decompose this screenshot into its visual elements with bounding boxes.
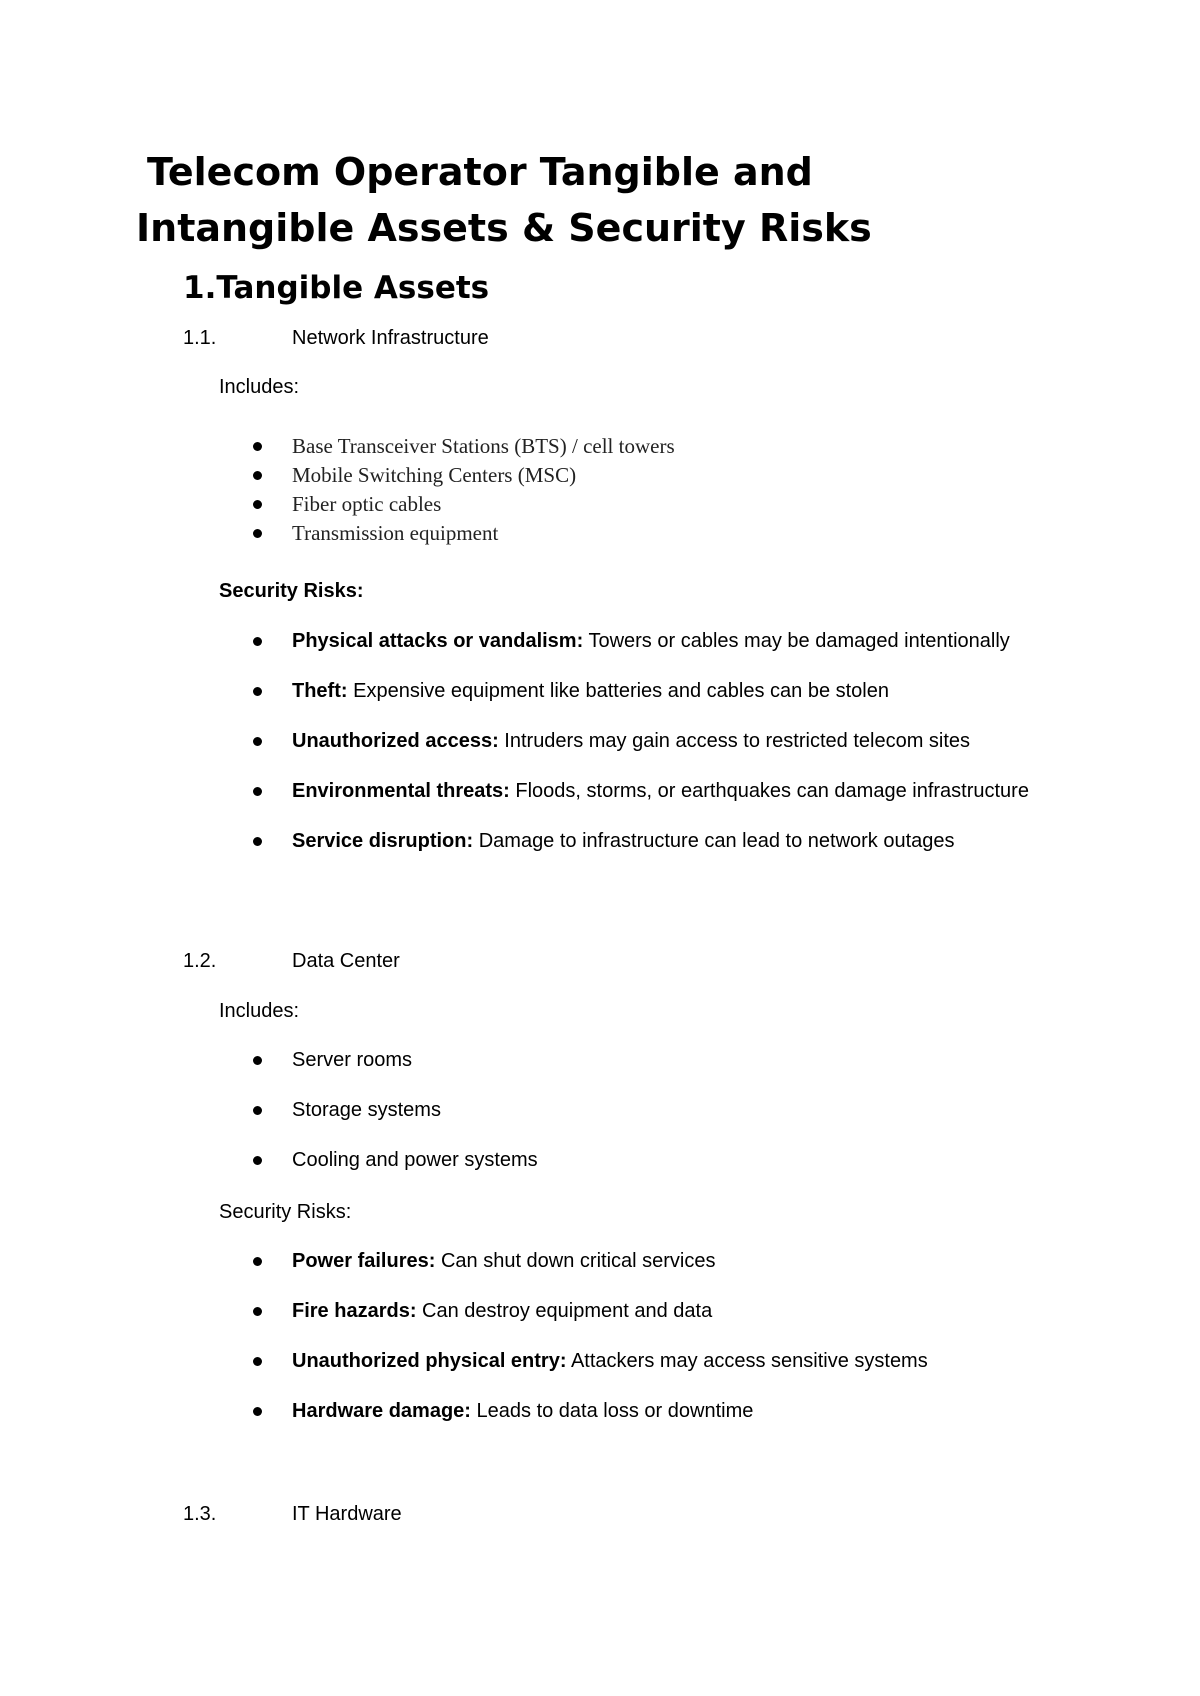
bullet-icon	[253, 471, 262, 480]
list-item: Fire hazards: Can destroy equipment and data	[0, 1295, 1052, 1328]
risks-list-network	[0, 625, 1052, 875]
list-item: Physical attacks or vandalism: Towers or cables may be damaged intentionally	[0, 625, 1052, 658]
subsection-title: Data Center	[292, 950, 400, 972]
bullet-icon	[253, 1257, 262, 1266]
title-line-2: Intangible Assets & Security Risks	[136, 206, 872, 250]
list-item: Base Transceiver Stations (BTS) / cell towers	[0, 432, 1052, 461]
subsection-number: 1.3.	[183, 1503, 217, 1525]
section-heading-tangible-assets: 1.Tangible Assets	[183, 270, 490, 306]
list-item: Service disruption: Damage to infrastructure can lead to network outages	[0, 825, 1052, 858]
includes-list-data-center	[0, 1044, 1052, 1194]
list-item: Cooling and power systems	[0, 1144, 1052, 1177]
list-item: Mobile Switching Centers (MSC)	[0, 461, 1052, 490]
security-risks-label: Security Risks:	[219, 1201, 352, 1223]
risks-list-data-center	[0, 1245, 1052, 1445]
list-item: Storage systems	[0, 1094, 1052, 1127]
bullet-icon	[253, 637, 262, 646]
bullet-icon	[253, 1357, 262, 1366]
bullet-icon	[253, 1407, 262, 1416]
includes-list-network	[0, 432, 1052, 548]
bullet-icon	[253, 837, 262, 846]
bullet-icon	[253, 1106, 262, 1115]
subsection-title: Network Infrastructure	[292, 327, 489, 349]
subsection-number: 1.2.	[183, 950, 217, 972]
bullet-icon	[253, 529, 262, 538]
subsection-number: 1.1.	[183, 327, 217, 349]
bullet-icon	[253, 1156, 262, 1165]
includes-label: Includes:	[219, 1000, 300, 1022]
bullet-icon	[253, 500, 262, 509]
list-item: Environmental threats: Floods, storms, or earthquakes can damage infrastructure	[0, 775, 1052, 808]
list-item: Server rooms	[0, 1044, 1052, 1077]
list-item: Power failures: Can shut down critical services	[0, 1245, 1052, 1278]
bullet-icon	[253, 787, 262, 796]
list-item: Hardware damage: Leads to data loss or downtime	[0, 1395, 1052, 1428]
list-item: Fiber optic cables	[0, 490, 1052, 519]
list-item: Transmission equipment	[0, 519, 1052, 548]
list-item: Unauthorized access: Intruders may gain access to restricted telecom sites	[0, 725, 1052, 758]
list-item: Theft: Expensive equipment like batteries and cables can be stolen	[0, 675, 1052, 708]
list-item: Unauthorized physical entry: Attackers may access sensitive systems	[0, 1345, 1052, 1378]
security-risks-label: Security Risks:	[219, 580, 364, 602]
bullet-icon	[253, 737, 262, 746]
bullet-icon	[253, 687, 262, 696]
bullet-icon	[253, 1056, 262, 1065]
includes-label: Includes:	[219, 376, 300, 398]
bullet-icon	[253, 1307, 262, 1316]
subsection-heading-data-center	[183, 948, 400, 974]
subsection-title: IT Hardware	[292, 1503, 402, 1525]
subsection-heading-network-infrastructure	[183, 325, 489, 351]
bullet-icon	[253, 442, 262, 451]
document-title	[136, 144, 1047, 256]
title-line-1: Telecom Operator Tangible and	[147, 150, 813, 194]
subsection-heading-it-hardware	[183, 1501, 402, 1527]
